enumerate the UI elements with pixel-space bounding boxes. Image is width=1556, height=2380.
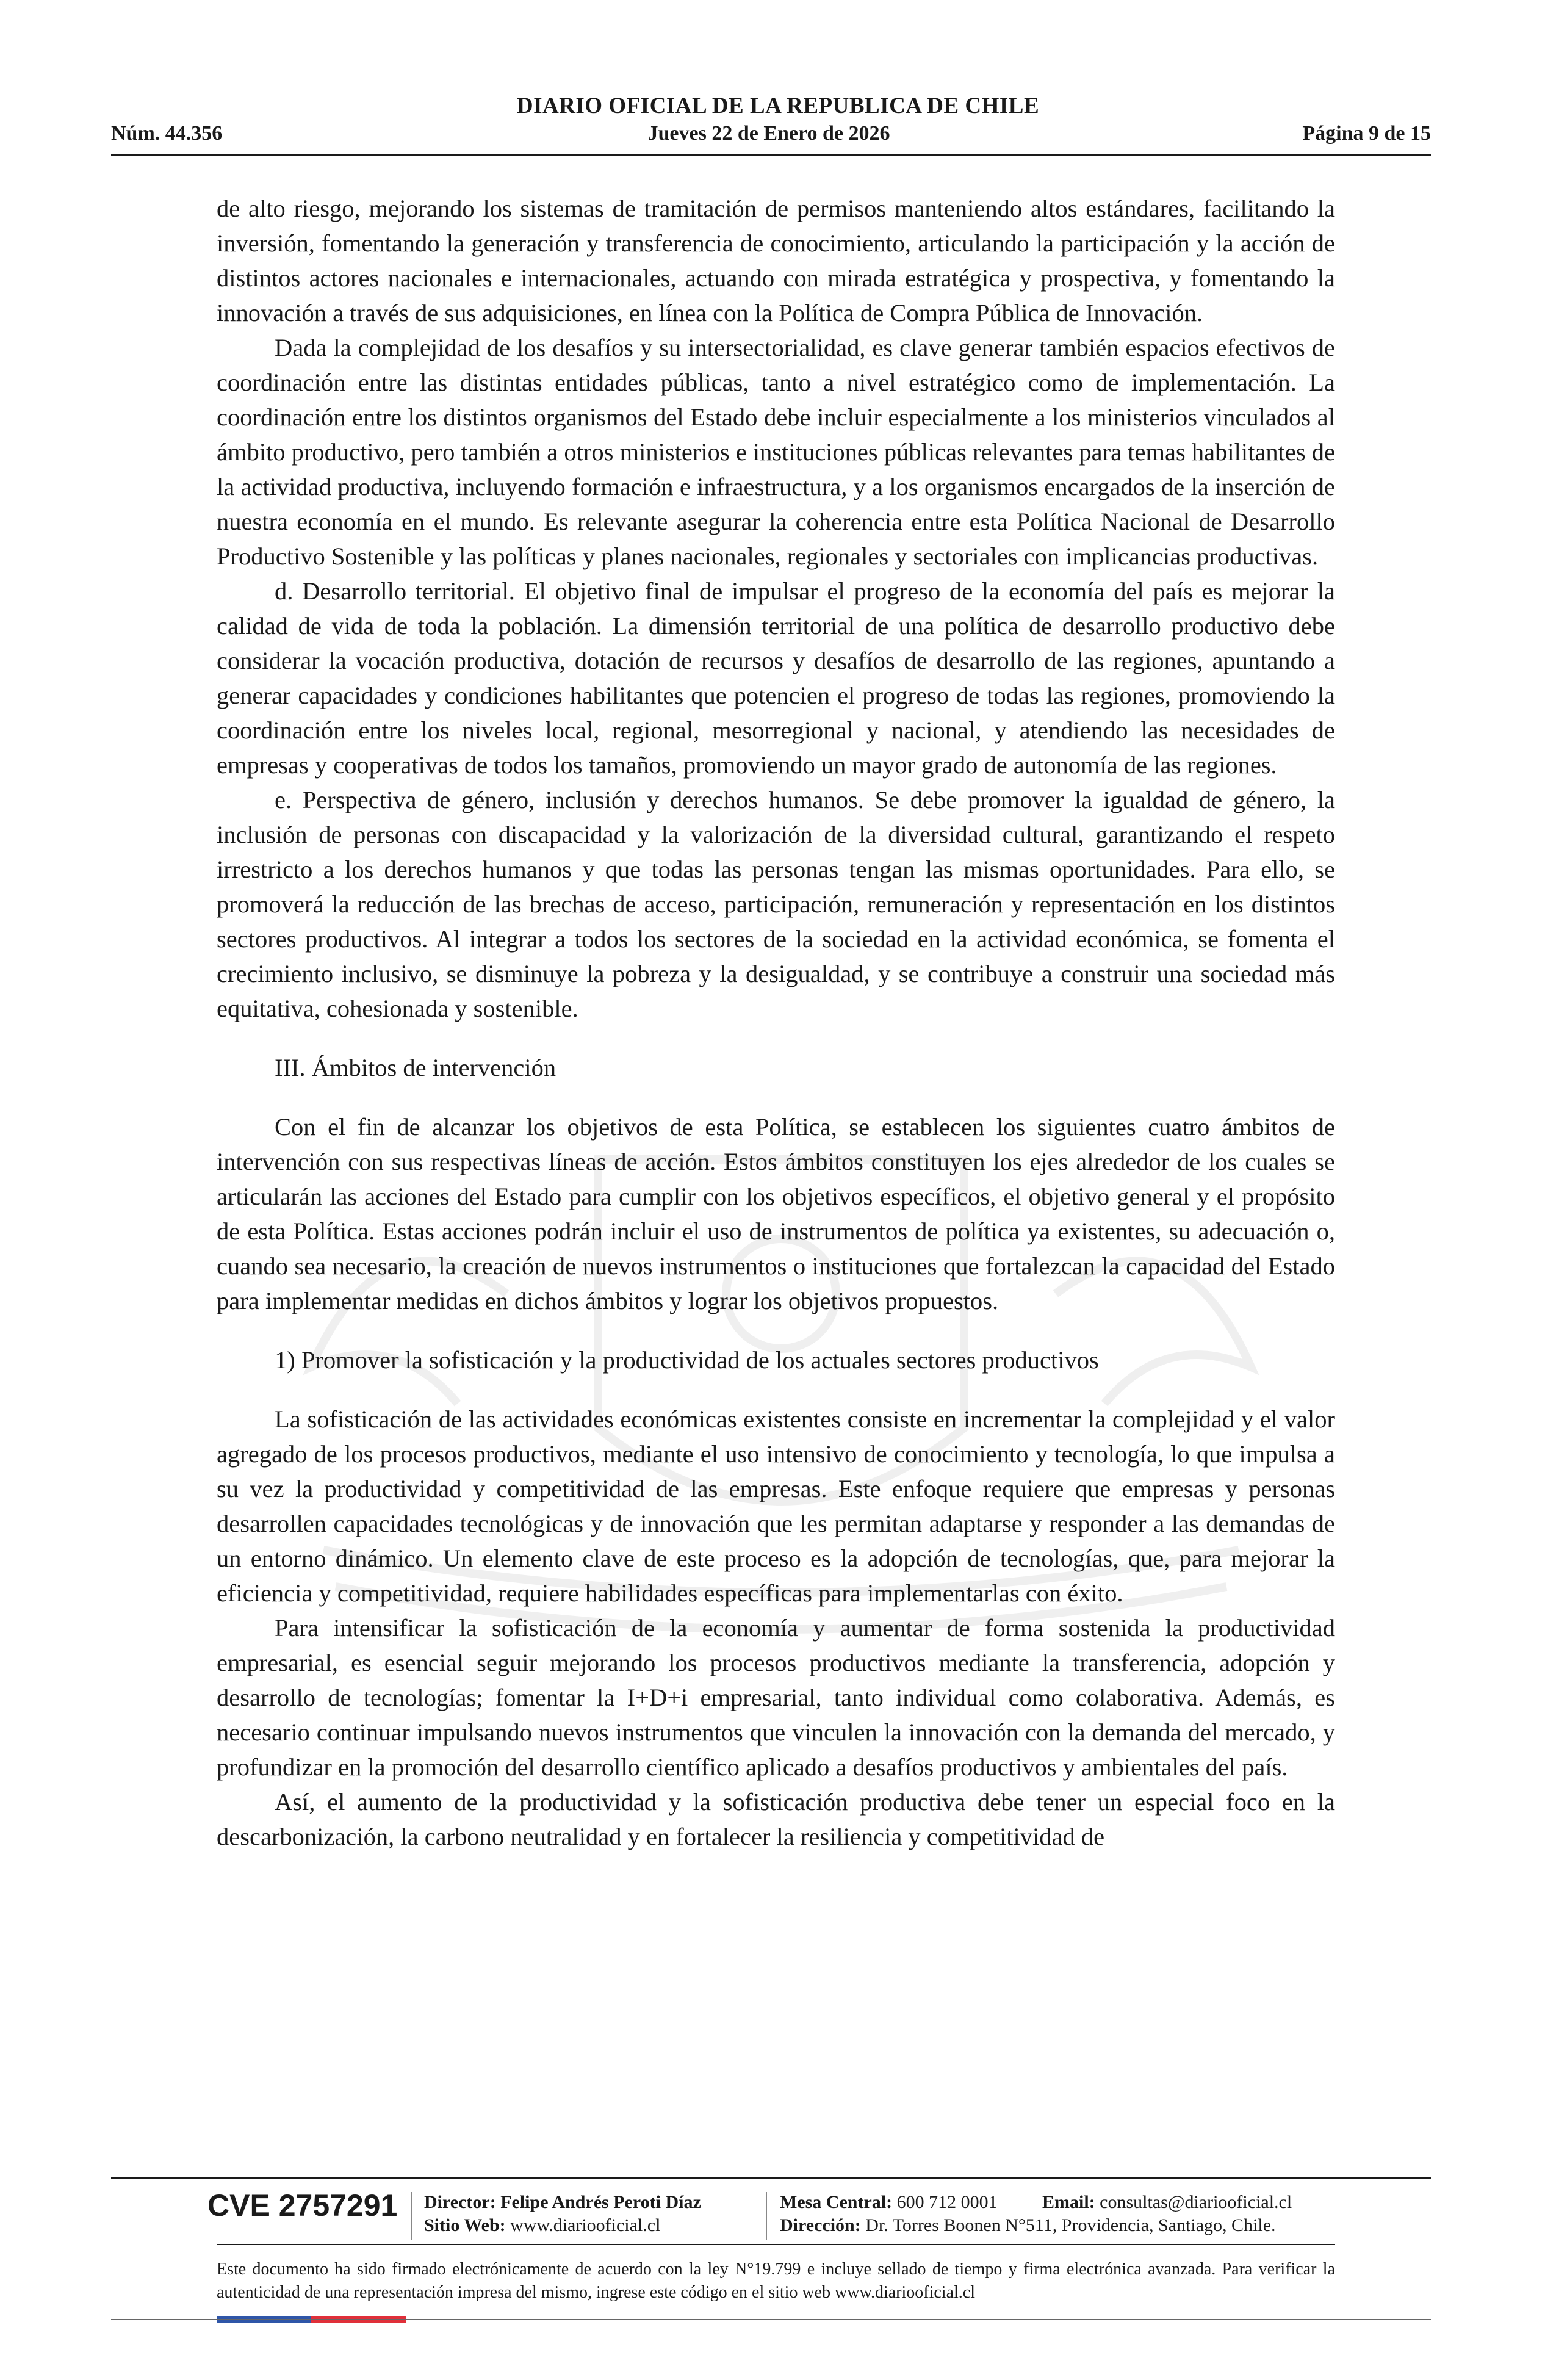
address-info bbox=[780, 2215, 1276, 2236]
email-link[interactable]: consultas@diariooficial.cl bbox=[1100, 2192, 1292, 2212]
email-label: Email: bbox=[1042, 2192, 1095, 2212]
director-name: Felipe Andrés Peroti Díaz bbox=[500, 2192, 701, 2212]
footer-divider bbox=[111, 2177, 1431, 2179]
publication-title: DIARIO OFICIAL DE LA REPUBLICA DE CHILE bbox=[516, 93, 1040, 118]
body-paragraph: Con el fin de alcanzar los objetivos de esta Política, se establecen los siguientes cuatro ámbitos de intervención con sus respectivas líneas de acción. Estos ámbitos constituyen los ejes alrededor de los cuales se articularán las acciones del Estado para cumplir con los objetivos específicos, el objetivo general y el propósito de esta Política. Estas acciones podrán incluir el uso de instrumentos de política ya existentes, su adecuación o, cuando sea necesario, la creación de nuevos instrumentos o instituciones que fortalezcan la capacidad del Estado para implementar medidas en dichos ámbitos y lograr los objetivos propuestos. bbox=[217, 1113, 1335, 1314]
header-divider bbox=[111, 154, 1431, 156]
body-paragraph: e. Perspectiva de género, inclusión y derechos humanos. Se debe promover la igualdad de género, la inclusión de personas con discapacidad y la valorización de la diversidad cultural, garantizando el respeto irrestricto a los derechos humanos y que todas las personas tengan las mismas oportunidades. Para ello, se promoverá la reducción de las brechas de acceso, participación, remuneración y representación en los distintos sectores productivos. Al integrar a todos los sectores de la sociedad en la actividad económica, se fomenta el crecimiento inclusivo, se disminuye la pobreza y la desigualdad, y se contribuye a construir una sociedad más equitativa, cohesionada y sostenible. bbox=[217, 786, 1335, 1022]
address-label: Dirección: bbox=[780, 2215, 861, 2235]
footer-separator bbox=[766, 2192, 767, 2240]
issue-date: Jueves 22 de Enero de 2026 bbox=[647, 122, 890, 145]
cve-code: CVE 2757291 bbox=[207, 2188, 398, 2223]
director-info bbox=[424, 2192, 701, 2213]
body-paragraph: Así, el aumento de la productividad y la sofisticación productiva debe tener un especial foco en la descarbonización, la carbono neutralidad y en fortalecer la resiliencia y competitividad de bbox=[217, 1788, 1335, 1850]
website-info bbox=[424, 2215, 660, 2236]
director-label: Director: bbox=[424, 2192, 496, 2212]
issue-number: Núm. 44.356 bbox=[111, 122, 223, 145]
phone-number: 600 712 0001 bbox=[896, 2192, 998, 2212]
document-body bbox=[217, 191, 1335, 1854]
email-info bbox=[1042, 2192, 1292, 2213]
body-paragraph: La sofisticación de las actividades económicas existentes consiste en incrementar la complejidad y el valor agregado de los procesos productivos, mediante el uso intensivo de conocimiento y tecnología, lo que impulsa a su vez la productividad y competitividad de las empresas. Este enfoque requiere que empresas y personas desarrollen capacidades tecnológicas y de innovación que les permitan adaptarse y responder a las demandas de un entorno dinámico. Un elemento clave de este proceso es la adopción de tecnologías, que, para mejorar la eficiencia y competitividad, requiere habilidades específicas para implementarlas con éxito. bbox=[217, 1405, 1335, 1607]
page-indicator: Página 9 de 15 bbox=[1302, 122, 1431, 145]
section-heading: III. Ámbitos de intervención bbox=[275, 1054, 556, 1081]
footer-separator bbox=[411, 2192, 412, 2240]
subsection-heading: 1) Promover la sofisticación y la productividad de los actuales sectores productivos bbox=[275, 1346, 1099, 1374]
phone-info bbox=[780, 2192, 998, 2213]
body-paragraph: Para intensificar la sofisticación de la economía y aumentar de forma sostenida la productividad empresarial, es esencial seguir mejorando los procesos productivos mediante la transferencia, adopción y desarrollo de tecnologías; fomentar la I+D+i empresarial, tanto individual como colaborativa. Además, es necesario continuar impulsando nuevos instrumentos que vinculen la innovación con la demanda del mercado, y profundizar en la promoción del desarrollo científico aplicado a desafíos productivos y ambientales del país. bbox=[217, 1614, 1335, 1781]
phone-label: Mesa Central: bbox=[780, 2192, 893, 2212]
footer-bottom-rule bbox=[111, 2319, 1431, 2320]
website-label: Sitio Web: bbox=[424, 2215, 506, 2235]
body-paragraph: Dada la complejidad de los desafíos y su intersectorialidad, es clave generar también espacios efectivos de coordinación entre las distintas entidades públicas, tanto a nivel estratégico como de implementación. La coordinación entre los distintos organismos del Estado debe incluir especialmente a los ministerios vinculados al ámbito productivo, pero también a otros ministerios e instituciones públicas relevantes para temas habilitantes de la actividad productiva, incluyendo formación e infraestructura, y a los organismos encargados de la inserción de nuestra economía en el mundo. Es relevante asegurar la coherencia entre esta Política Nacional de Desarrollo Productivo Sostenible y las políticas y planes nacionales, regionales y sectoriales con implicancias productivas. bbox=[217, 334, 1335, 570]
body-paragraph: d. Desarrollo territorial. El objetivo final de impulsar el progreso de la economía del país es mejorar la calidad de vida de toda la población. La dimensión territorial de una política de desarrollo productivo debe considerar la vocación productiva, dotación de recursos y desafíos de desarrollo de las regiones, apuntando a generar capacidades y condiciones habilitantes que potencien el progreso de todas las regiones, promoviendo la coordinación entre los niveles local, regional, mesorregional y nacional, y atendiendo las necesidades de empresas y cooperativas de todos los tamaños, promoviendo un mayor grado de autonomía de las regiones. bbox=[217, 577, 1335, 779]
website-link[interactable]: www.diariooficial.cl bbox=[510, 2215, 661, 2235]
address-value: Dr. Torres Boonen N°511, Providencia, Santiago, Chile. bbox=[865, 2215, 1276, 2235]
footer-divider bbox=[217, 2244, 1335, 2245]
signature-notice: Este documento ha sido firmado electrónicamente de acuerdo con la ley N°19.799 e incluye sellado de tiempo y firma electrónica avanzada. Para verificar la autenticidad de una representación impresa del mismo, ingrese este código en el sitio web www.diariooficial.cl bbox=[217, 2260, 1335, 2302]
body-paragraph: de alto riesgo, mejorando los sistemas de tramitación de permisos manteniendo altos estándares, facilitando la inversión, fomentando la generación y transferencia de conocimiento, articulando la participación y la acción de distintos actores nacionales e internacionales, actuando con mirada estratégica y prospectiva, y fomentando la innovación a través de sus adquisiciones, en línea con la Política de Compra Pública de Innovación. bbox=[217, 195, 1335, 326]
